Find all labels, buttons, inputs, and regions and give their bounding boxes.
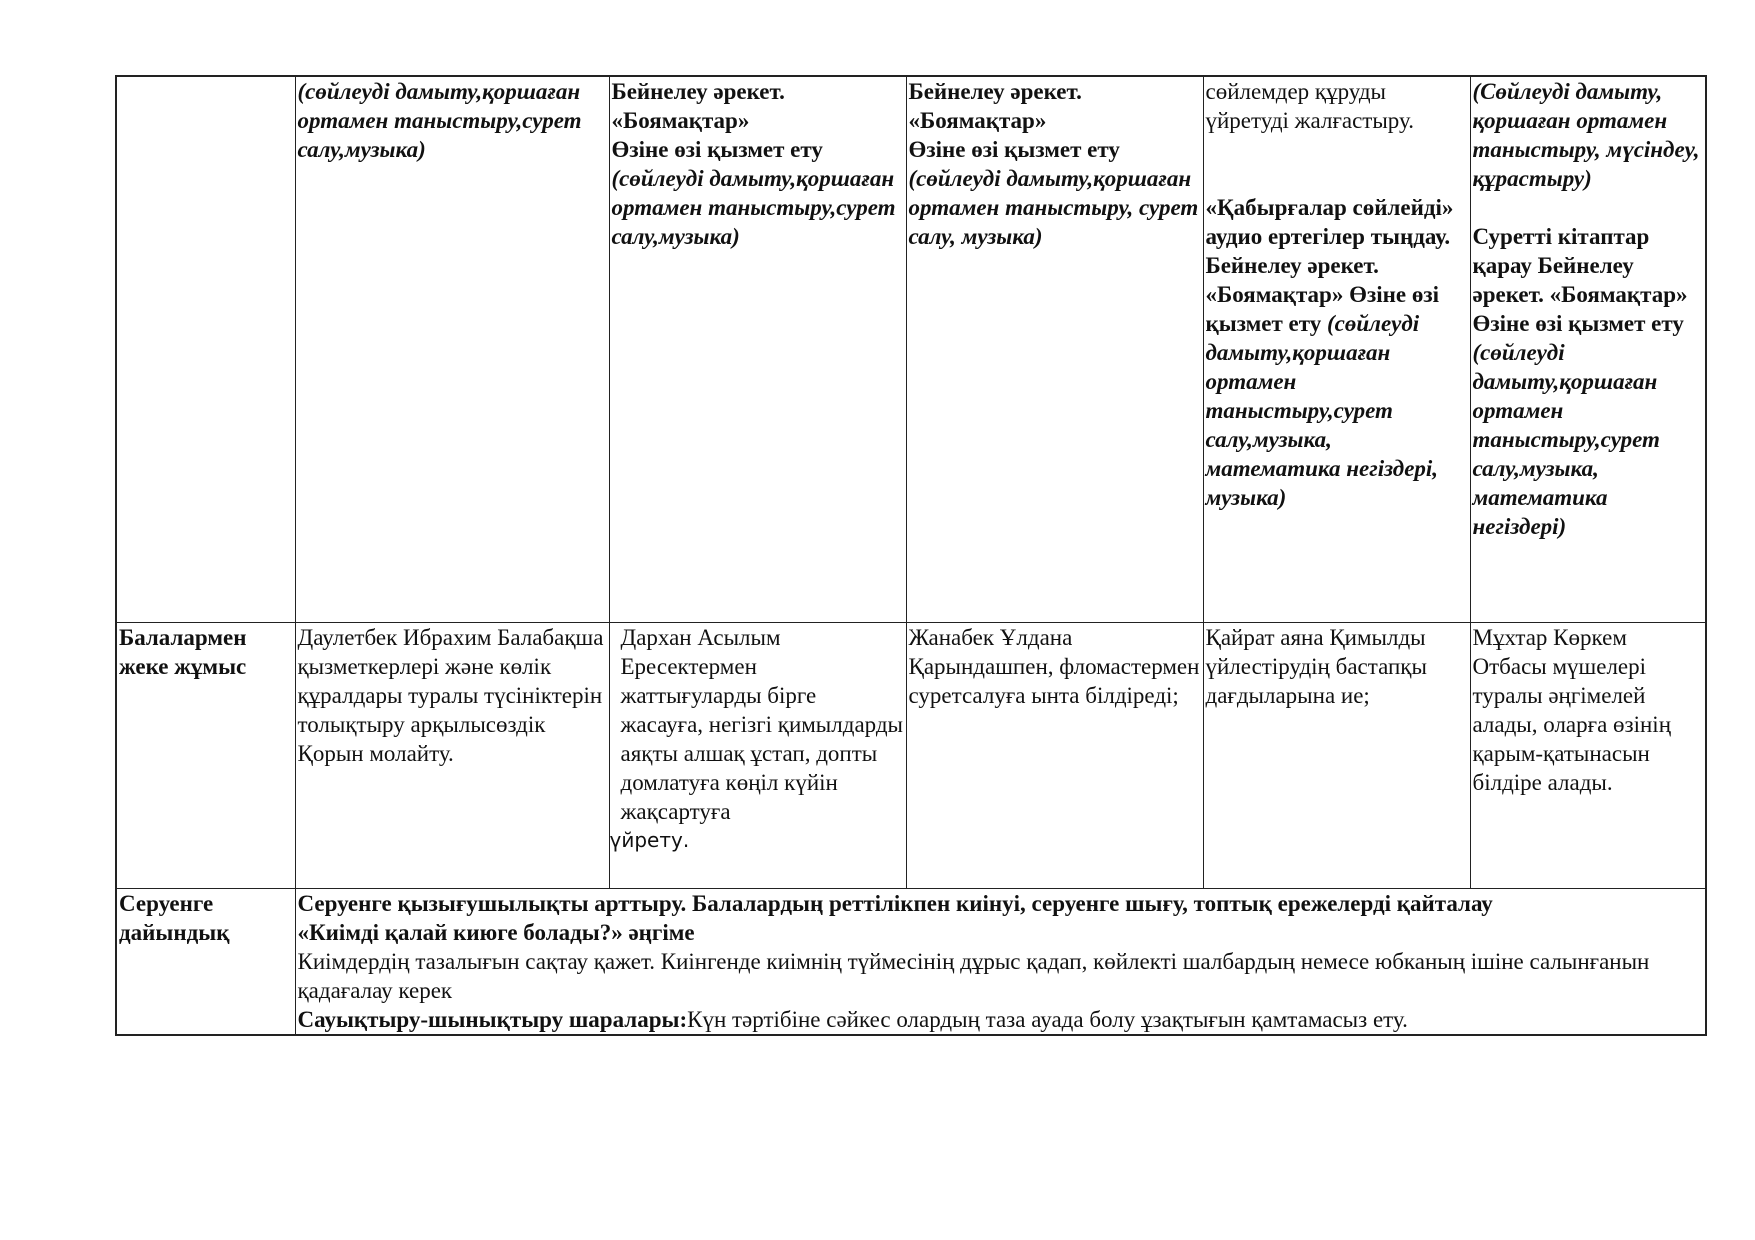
health-measures-label: Сауықтыру-шынықтыру шаралары: [297, 1006, 688, 1032]
activity-cell-2 [609, 76, 906, 622]
spacer [1206, 135, 1468, 193]
activity-areas-text: (Сөйлеуді дамыту, қоршаған ортамен таныстыру, мүсіндеу, құрастыру) [1472, 79, 1700, 191]
walk-prep-goal: Серуенге қызығушылықты арттыру. Балалардың реттілікпен киінуі, серуенге шығу, топтық ережелерді қайталау [297, 890, 1493, 916]
spacer [1473, 193, 1704, 222]
schedule-table [115, 75, 1707, 1036]
table-row-individual-work [116, 622, 1706, 888]
row-label-cell [116, 76, 295, 622]
walk-prep-talk-title: «Киімді қалай киюге болады?» әңгіме [297, 919, 695, 945]
individual-work-cell-3: Жанабек Ұлдана Қарындашпен, фломастермен суретсалуға ынта білдіреді; [906, 622, 1203, 888]
individual-work-cell-5: Мұхтар Көркем Отбасы мүшелері туралы әңгімелей алады, оларға өзінің қарым-қатынасын білдіре алады. [1470, 622, 1706, 888]
activity-cell-3 [906, 76, 1203, 622]
activity-cell-5 [1470, 76, 1706, 622]
activity-subtitle: «Боямақтар» [611, 108, 750, 133]
activity-selfcare: Өзіне өзі қызмет ету [611, 137, 823, 162]
activity-selfcare: Өзіне өзі қызмет ету [908, 137, 1120, 162]
table-row-activities [116, 76, 1706, 622]
individual-work-text: Дархан Асылым Ересектермен жаттығуларды бірге жасауға, негізгі қимылдарды аяқты алшақ ұстап, допты домлатуға көңіл күйін жақсартуға [620, 624, 904, 824]
activity-areas-text: (сөйлеуді дамыту,қоршаған ортамен таныстыру,сурет салу,музыка, математика негіздері, музыка) [1205, 311, 1439, 510]
walk-prep-cell [295, 888, 1706, 1035]
health-measures-text: Күн тәртібіне сәйкес олардың таза ауада болу ұзақтығын қамтамасыз ету. [687, 1006, 1408, 1032]
activity-note: сөйлемдер құруды үйретуді жалғастыру. [1205, 79, 1414, 133]
row-label-cell: Серуенге дайындық [116, 888, 295, 1035]
activity-areas-text: (сөйлеуді дамыту,қоршаған ортамен таныстыру, сурет салу, музыка) [908, 166, 1199, 249]
table-row-walk-prep [116, 888, 1706, 1035]
activity-title: Бейнелеу әрекет. [908, 79, 1082, 104]
activity-areas-text: (сөйлеуді дамыту,қоршаған ортамен таныстыру,сурет салу,музыка) [611, 166, 896, 249]
individual-work-cell-4: Қайрат аяна Қимылды үйлестірудің бастапқы дағдыларына ие; [1203, 622, 1470, 888]
activity-title: «Қабырғалар сөйлейді» аудио ертегілер тыңдау. Бейнелеу әрекет. «Боямақтар» Өзіне өзі қызмет ету [1205, 195, 1454, 336]
activity-cell-1 [295, 76, 609, 622]
activity-title: Суретті кітаптар қарау Бейнелеу әрекет. «Боямақтар» Өзіне өзі қызмет ету [1472, 224, 1688, 336]
individual-work-cell-1: Даулетбек Ибрахим Балабақша қызметкерлері және көлік құралдары туралы түсініктерін толықтыру арқылысөздік Қорын молайту. [295, 622, 609, 888]
activity-subtitle: «Боямақтар» [908, 108, 1047, 133]
individual-work-text-tail: үйрету. [609, 827, 690, 852]
activity-cell-4 [1203, 76, 1470, 622]
activity-areas-text: (сөйлеуді дамыту,қоршаған ортамен таныстыру,сурет салу,музыка) [297, 79, 582, 162]
activity-title: Бейнелеу әрекет. [611, 79, 785, 104]
row-label-cell: Балалармен жеке жұмыс [116, 622, 295, 888]
activity-areas-text: (сөйлеуді дамыту,қоршаған ортамен таныстыру,сурет салу,музыка, математика негіздері) [1472, 340, 1660, 539]
walk-prep-description: Киімдердің тазалығын сақтау қажет. Киінгенде киімнің түймесінің дұрыс қадап, көйлекті шалбардың немесе юбканың ішіне салынғанын қадағалау керек [297, 948, 1650, 1003]
individual-work-cell-2 [609, 622, 906, 888]
